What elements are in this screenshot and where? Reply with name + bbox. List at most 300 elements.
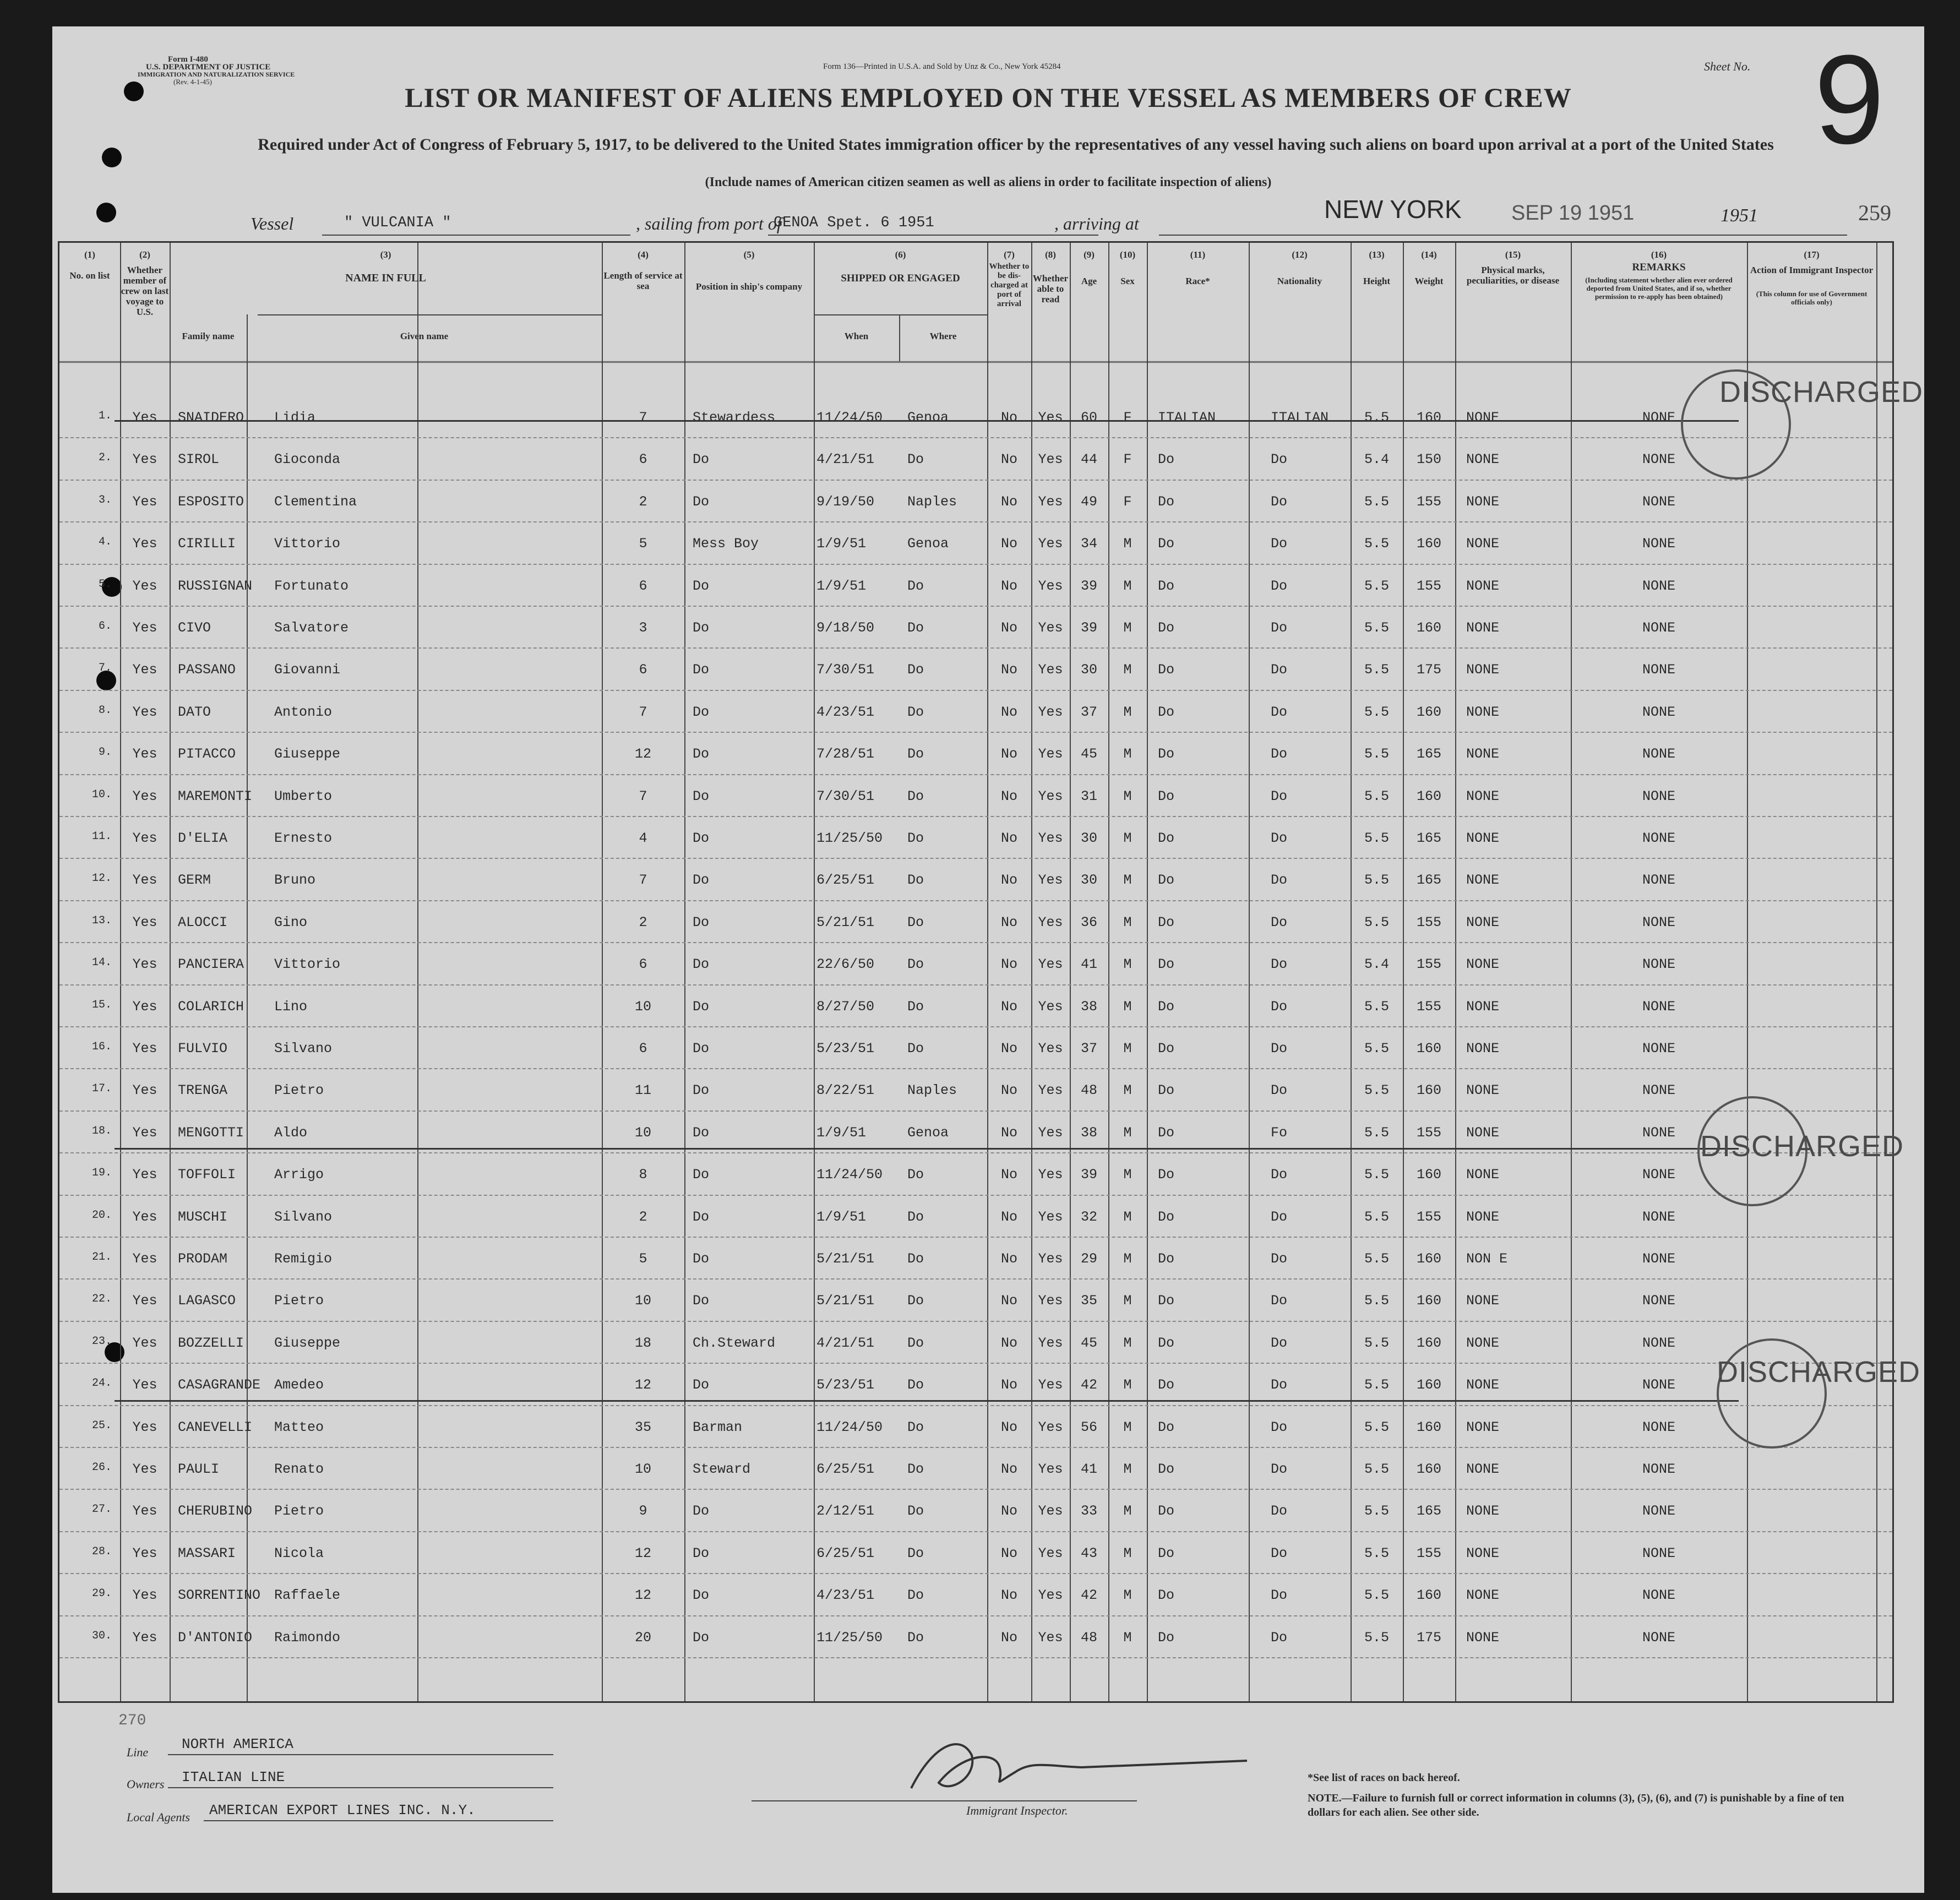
row-position: Do [693, 872, 710, 889]
row-sex: M [1123, 1587, 1132, 1604]
row-read: Yes [1038, 1503, 1063, 1520]
row-sex: M [1123, 998, 1132, 1015]
row-no: 12. [91, 872, 112, 885]
row-height: 5.5 [1364, 788, 1389, 804]
row-member: Yes [132, 914, 157, 930]
col-no-header: No. on list [69, 270, 110, 281]
row-no: 23. [91, 1335, 112, 1348]
row-weight: 175 [1416, 1629, 1441, 1646]
row-discharged: No [1000, 620, 1017, 636]
row-no: 7. [98, 662, 112, 675]
row-read: Yes [1038, 1293, 1063, 1309]
row-sex: F [1123, 493, 1132, 510]
row-read: Yes [1038, 704, 1063, 720]
row-family-name: D'ANTONIO [178, 1629, 253, 1646]
row-sex: M [1123, 1251, 1132, 1267]
row-where: Do [907, 1461, 924, 1477]
col-remarks-header: REMARKS [1632, 262, 1686, 273]
row-race: Do [1158, 1377, 1175, 1393]
row-given-name: Giuseppe [274, 1335, 341, 1351]
row-where: Do [907, 662, 924, 678]
owners-label: Owners [127, 1777, 165, 1791]
col-number: (3) [380, 249, 391, 260]
vessel-underline [322, 235, 630, 236]
row-height: 5.5 [1364, 620, 1389, 636]
sheet-number: 9 [1814, 29, 1885, 170]
row-no: 25. [91, 1419, 112, 1432]
row-rule [59, 1195, 1892, 1196]
row-weight: 165 [1416, 830, 1441, 846]
row-sex: M [1123, 1629, 1132, 1646]
row-nationality: Do [1271, 1082, 1288, 1099]
row-age: 48 [1080, 1629, 1097, 1646]
row-height: 5.5 [1364, 1251, 1389, 1267]
row-age: 38 [1080, 998, 1097, 1015]
row-race: Do [1158, 451, 1175, 468]
row-age: 36 [1080, 914, 1097, 930]
row-read: Yes [1038, 746, 1063, 763]
row-member: Yes [132, 746, 157, 763]
row-remarks: NONE [1642, 536, 1675, 552]
row-weight: 160 [1416, 536, 1441, 552]
row-when: 11/25/50 [816, 830, 883, 846]
row-length: 2 [639, 493, 647, 510]
col-number: (5) [743, 249, 755, 260]
row-weight: 165 [1416, 1503, 1441, 1520]
row-discharged: No [1000, 1461, 1017, 1477]
row-sex: M [1123, 578, 1132, 594]
row-race: Do [1158, 1461, 1175, 1477]
row-marks: NONE [1466, 746, 1500, 763]
row-family-name: PITACCO [178, 746, 236, 763]
row-weight: 155 [1416, 1545, 1441, 1561]
row-member: Yes [132, 1041, 157, 1057]
row-discharged: No [1000, 1082, 1017, 1099]
row-length: 6 [639, 1041, 647, 1057]
row-member: Yes [132, 956, 157, 973]
row-no: 26. [91, 1461, 112, 1474]
row-length: 7 [639, 788, 647, 804]
row-when: 5/21/51 [816, 1293, 875, 1309]
row-marks: NONE [1466, 704, 1500, 720]
row-member: Yes [132, 1335, 157, 1351]
row-family-name: TOFFOLI [178, 1167, 236, 1183]
row-height: 5.5 [1364, 410, 1389, 426]
row-height: 5.5 [1364, 493, 1389, 510]
row-family-name: MENGOTTI [178, 1124, 244, 1141]
col-number: (15) [1505, 249, 1521, 260]
row-family-name: PANCIERA [178, 956, 244, 973]
row-sex: M [1123, 1167, 1132, 1183]
row-race: Do [1158, 1503, 1175, 1520]
row-length: 10 [634, 998, 651, 1015]
row-remarks: NONE [1642, 788, 1675, 804]
row-member: Yes [132, 1082, 157, 1099]
row-family-name: SORRENTINO [178, 1587, 261, 1604]
row-age: 30 [1080, 872, 1097, 889]
row-age: 41 [1080, 1461, 1097, 1477]
row-when: 22/6/50 [816, 956, 875, 973]
row-sex: M [1123, 746, 1132, 763]
row-length: 10 [634, 1293, 651, 1309]
row-height: 5.5 [1364, 1419, 1389, 1435]
row-rule [59, 816, 1892, 817]
row-read: Yes [1038, 1208, 1063, 1225]
row-rule [59, 1321, 1892, 1322]
row-height: 5.5 [1364, 1587, 1389, 1604]
row-read: Yes [1038, 1419, 1063, 1435]
row-race: Do [1158, 1208, 1175, 1225]
row-when: 9/19/50 [816, 493, 875, 510]
row-discharged: No [1000, 788, 1017, 804]
row-race: ITALIAN [1158, 410, 1216, 426]
row-where: Do [907, 1293, 924, 1309]
row-discharged: No [1000, 1419, 1017, 1435]
row-given-name: Lino [274, 998, 308, 1015]
row-weight: 160 [1416, 1377, 1441, 1393]
row-sex: M [1123, 830, 1132, 846]
row-sex: M [1123, 704, 1132, 720]
row-position: Do [693, 1082, 710, 1099]
row-position: Steward [693, 1461, 751, 1477]
row-family-name: CHERUBINO [178, 1503, 253, 1520]
row-position: Do [693, 1041, 710, 1057]
row-length: 12 [634, 1587, 651, 1604]
row-given-name: Renato [274, 1461, 324, 1477]
row-length: 6 [639, 956, 647, 973]
subheader-rule [258, 314, 602, 315]
row-weight: 165 [1416, 872, 1441, 889]
row-marks: NONE [1466, 620, 1500, 636]
row-no: 4. [98, 536, 112, 549]
header-rule [59, 361, 1892, 363]
row-nationality: Do [1271, 662, 1288, 678]
row-member: Yes [132, 1419, 157, 1435]
row-nationality: Do [1271, 536, 1288, 552]
row-position: Do [693, 578, 710, 594]
row-family-name: ALOCCI [178, 914, 228, 930]
row-nationality: Do [1271, 746, 1288, 763]
row-sex: M [1123, 620, 1132, 636]
row-marks: NONE [1466, 410, 1500, 426]
row-length: 5 [639, 536, 647, 552]
col-when-header: When [844, 331, 869, 341]
row-read: Yes [1038, 410, 1063, 426]
row-age: 29 [1080, 1251, 1097, 1267]
row-discharged: No [1000, 914, 1017, 930]
row-weight: 160 [1416, 1419, 1441, 1435]
row-length: 12 [634, 1377, 651, 1393]
row-nationality: Do [1271, 1335, 1288, 1351]
row-position: Do [693, 1629, 710, 1646]
row-marks: NONE [1466, 1419, 1500, 1435]
row-when: 7/30/51 [816, 788, 875, 804]
row-nationality: Do [1271, 1041, 1288, 1057]
row-sex: M [1123, 914, 1132, 930]
col-weight-header: Weight [1414, 276, 1444, 286]
row-age: 35 [1080, 1293, 1097, 1309]
row-race: Do [1158, 1167, 1175, 1183]
col-name-header: NAME IN FULL [345, 272, 426, 284]
row-member: Yes [132, 451, 157, 468]
row-nationality: Do [1271, 493, 1288, 510]
row-rule [59, 690, 1892, 691]
row-remarks: NONE [1642, 1208, 1675, 1225]
row-read: Yes [1038, 620, 1063, 636]
row-height: 5.5 [1364, 830, 1389, 846]
row-sex: M [1123, 1461, 1132, 1477]
row-discharged: No [1000, 1124, 1017, 1141]
row-race: Do [1158, 662, 1175, 678]
col-number: (10) [1119, 249, 1136, 260]
row-member: Yes [132, 1545, 157, 1561]
row-race: Do [1158, 956, 1175, 973]
row-given-name: Pietro [274, 1082, 324, 1099]
row-nationality: Do [1271, 872, 1288, 889]
col-given-header: Given name [400, 331, 449, 341]
row-family-name: CIRILLI [178, 536, 236, 552]
row-length: 7 [639, 410, 647, 426]
row-sex: M [1123, 788, 1132, 804]
row-family-name: D'ELIA [178, 830, 228, 846]
row-weight: 160 [1416, 1082, 1441, 1099]
row-position: Do [693, 620, 710, 636]
row-where: Do [907, 872, 924, 889]
row-discharged: No [1000, 410, 1017, 426]
row-nationality: Do [1271, 1545, 1288, 1561]
row-remarks: NONE [1642, 1251, 1675, 1267]
row-when: 5/23/51 [816, 1041, 875, 1057]
row-position: Do [693, 1293, 710, 1309]
row-when: 7/30/51 [816, 662, 875, 678]
row-given-name: Gioconda [274, 451, 341, 468]
col-number: (9) [1084, 249, 1095, 260]
row-given-name: Matteo [274, 1419, 324, 1435]
col-number: (17) [1804, 249, 1820, 260]
row-sex: M [1123, 1293, 1132, 1309]
row-remarks: NONE [1642, 1124, 1675, 1141]
row-rule [59, 521, 1892, 522]
row-remarks: NONE [1642, 956, 1675, 973]
row-race: Do [1158, 1419, 1175, 1435]
col-shipped-header: SHIPPED OR ENGAGED [841, 273, 960, 284]
row-member: Yes [132, 536, 157, 552]
row-marks: NONE [1466, 1335, 1500, 1351]
row-discharged: No [1000, 493, 1017, 510]
row-read: Yes [1038, 493, 1063, 510]
row-marks: NONE [1466, 1503, 1500, 1520]
row-where: Do [907, 956, 924, 973]
row-age: 60 [1080, 410, 1097, 426]
race-note: *See list of races on back hereof. [1308, 1772, 1460, 1784]
row-read: Yes [1038, 451, 1063, 468]
row-weight: 160 [1416, 1335, 1441, 1351]
row-no: 29. [91, 1587, 112, 1600]
row-no: 5. [98, 578, 112, 591]
row-rule [59, 1068, 1892, 1069]
row-family-name: GERM [178, 872, 211, 889]
row-remarks: NONE [1642, 1587, 1675, 1604]
row-marks: NONE [1466, 872, 1500, 889]
row-when: 8/27/50 [816, 998, 875, 1015]
row-family-name: CASAGRANDE [178, 1377, 261, 1393]
arrival-year: 1951 [1721, 205, 1758, 226]
row-given-name: Lidia [274, 410, 316, 426]
row-marks: NONE [1466, 1461, 1500, 1477]
row-height: 5.5 [1364, 1082, 1389, 1099]
row-sex: F [1123, 410, 1132, 426]
row-marks: NONE [1466, 536, 1500, 552]
row-weight: 160 [1416, 1587, 1441, 1604]
row-discharged: No [1000, 956, 1017, 973]
row-marks: NONE [1466, 1124, 1500, 1141]
row-read: Yes [1038, 1335, 1063, 1351]
page-subtitle-note: (Include names of American citizen seamen as well as aliens in order to facilitate inspection of aliens) [705, 175, 1272, 189]
agents-label: Local Agents [127, 1810, 190, 1824]
row-length: 12 [634, 1545, 651, 1561]
row-remarks: NONE [1642, 704, 1675, 720]
row-no: 17. [91, 1082, 112, 1096]
row-remarks: NONE [1642, 1041, 1675, 1057]
row-nationality: Do [1271, 1629, 1288, 1646]
row-where: Do [907, 1167, 924, 1183]
row-family-name: LAGASCO [178, 1293, 236, 1309]
row-read: Yes [1038, 1377, 1063, 1393]
row-nationality: Do [1271, 788, 1288, 804]
row-when: 1/9/51 [816, 578, 867, 594]
row-discharged: No [1000, 746, 1017, 763]
row-family-name: ESPOSITO [178, 493, 244, 510]
row-age: 30 [1080, 662, 1097, 678]
line-value: NORTH AMERICA [182, 1736, 293, 1752]
row-position: Barman [693, 1419, 743, 1435]
row-read: Yes [1038, 830, 1063, 846]
col-number: (8) [1045, 249, 1056, 260]
row-member: Yes [132, 788, 157, 804]
row-no: 9. [98, 746, 112, 759]
row-rule [59, 1278, 1892, 1280]
vessel-label: Vessel [251, 214, 294, 233]
row-nationality: Do [1271, 1167, 1288, 1183]
row-given-name: Bruno [274, 872, 316, 889]
row-race: Do [1158, 493, 1175, 510]
row-read: Yes [1038, 1461, 1063, 1477]
row-member: Yes [132, 1587, 157, 1604]
row-position: Do [693, 1167, 710, 1183]
row-member: Yes [132, 872, 157, 889]
discharged-stamp: DISCHARGED [1700, 1130, 1904, 1163]
strike-line-row-1 [115, 420, 1739, 422]
row-age: 43 [1080, 1545, 1097, 1561]
row-where: Do [907, 704, 924, 720]
agents-underline [204, 1820, 553, 1821]
col-member-header: Whether member of crew on last voyage to U.S. [121, 265, 169, 317]
row-member: Yes [132, 410, 157, 426]
row-age: 42 [1080, 1377, 1097, 1393]
row-age: 44 [1080, 451, 1097, 468]
row-remarks: NONE [1642, 451, 1675, 468]
row-position: Do [693, 956, 710, 973]
row-rule [59, 1110, 1892, 1112]
row-age: 37 [1080, 704, 1097, 720]
row-age: 33 [1080, 1503, 1097, 1520]
row-no: 28. [91, 1545, 112, 1558]
col-number: (12) [1292, 249, 1308, 260]
vessel-name: " VULCANIA " [344, 215, 451, 231]
row-height: 5.5 [1364, 1167, 1389, 1183]
row-position: Do [693, 451, 710, 468]
row-family-name: TRENGA [178, 1082, 228, 1099]
row-rule [59, 1405, 1892, 1406]
row-rule [59, 647, 1892, 649]
row-where: Do [907, 578, 924, 594]
row-when: 8/22/51 [816, 1082, 875, 1099]
row-nationality: Do [1271, 914, 1288, 930]
row-remarks: NONE [1642, 578, 1675, 594]
row-when: 11/24/50 [816, 410, 883, 426]
row-when: 2/12/51 [816, 1503, 875, 1520]
row-read: Yes [1038, 1587, 1063, 1604]
row-no: 21. [91, 1251, 112, 1264]
row-marks: NONE [1466, 1587, 1500, 1604]
row-marks: NONE [1466, 1629, 1500, 1646]
row-position: Do [693, 1251, 710, 1267]
row-when: 1/9/51 [816, 1208, 867, 1225]
row-weight: 160 [1416, 620, 1441, 636]
col-number: (6) [895, 249, 906, 260]
form-rev: (Rev. 4-1-45) [173, 78, 212, 86]
row-nationality: Do [1271, 578, 1288, 594]
row-nationality: Do [1271, 1587, 1288, 1604]
row-given-name: Ernesto [274, 830, 333, 846]
inspector-line [752, 1800, 1137, 1801]
col-height-header: Height [1363, 276, 1391, 286]
row-given-name: Aldo [274, 1124, 308, 1141]
row-discharged: No [1000, 1293, 1017, 1309]
row-given-name: Pietro [274, 1293, 324, 1309]
line-underline [168, 1754, 553, 1755]
row-member: Yes [132, 1208, 157, 1225]
row-read: Yes [1038, 998, 1063, 1015]
row-member: Yes [132, 578, 157, 594]
row-weight: 160 [1416, 1251, 1441, 1267]
row-member: Yes [132, 1503, 157, 1520]
row-remarks: NONE [1642, 998, 1675, 1015]
row-race: Do [1158, 998, 1175, 1015]
col-action-header: Action of Immigrant Inspector [1750, 265, 1874, 275]
row-position: Do [693, 1124, 710, 1141]
subheader-rule [814, 314, 987, 315]
row-height: 5.5 [1364, 1629, 1389, 1646]
row-no: 14. [91, 956, 112, 970]
row-where: Do [907, 830, 924, 846]
row-discharged: No [1000, 1503, 1017, 1520]
row-given-name: Arrigo [274, 1167, 324, 1183]
row-discharged: No [1000, 1167, 1017, 1183]
row-rule [59, 480, 1892, 481]
row-sex: M [1123, 662, 1132, 678]
row-discharged: No [1000, 1629, 1017, 1646]
row-position: Do [693, 788, 710, 804]
row-race: Do [1158, 1587, 1175, 1604]
row-race: Do [1158, 830, 1175, 846]
row-height: 5.5 [1364, 536, 1389, 552]
row-sex: M [1123, 1503, 1132, 1520]
row-marks: NON E [1466, 1251, 1508, 1267]
punch-hole [102, 148, 122, 167]
col-race-header: Race* [1185, 276, 1210, 286]
row-given-name: Antonio [274, 704, 333, 720]
